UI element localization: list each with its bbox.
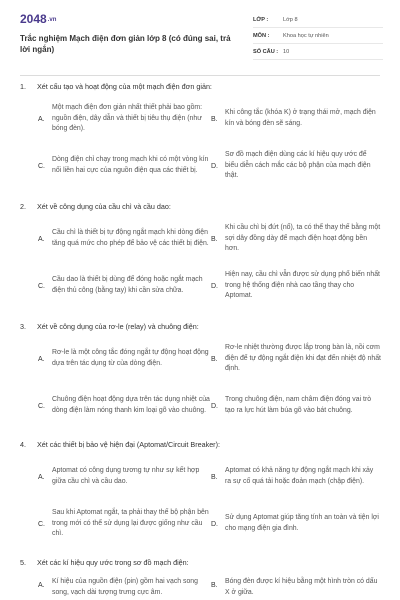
option-a[interactable] xyxy=(38,457,212,497)
option-text: Chuông điện hoạt động dựa trên tác dụng nhiệt của dòng điện làm nóng thanh kim loại gõ vào chuông. xyxy=(52,396,210,414)
option-d[interactable] xyxy=(211,266,381,306)
meta-value-subject: Khoa học tự nhiên xyxy=(283,32,329,39)
option-text: Một mạch điện đơn giản nhất thiết phải bao gồm: nguồn điện, dây dẫn và thiết bị tiêu thụ điện (như bóng đèn). xyxy=(52,103,203,133)
option-a[interactable] xyxy=(38,577,212,600)
option-text: Bóng đèn được kí hiệu bằng một hình tròn có dấu X ở giữa. xyxy=(225,578,378,596)
meta-info-table xyxy=(253,12,383,60)
header-divider xyxy=(20,75,380,76)
option-b[interactable] xyxy=(211,577,381,600)
option-letter: C. xyxy=(38,282,45,290)
document-header xyxy=(0,0,400,76)
option-letter: A. xyxy=(38,235,45,243)
question-number: 5. xyxy=(20,558,26,567)
option-text: Cầu dao là thiết bị dùng để đóng hoặc ngắt mạch điện thủ công (bằng tay) khi cần sửa chữa. xyxy=(52,276,203,294)
option-text: Khi cầu chì bị đứt (nổ), ta có thể thay thế bằng một sợi dây đồng dày để mạch điện hoạt động bền hơn. xyxy=(225,223,381,253)
option-letter: B. xyxy=(211,355,218,363)
option-a[interactable] xyxy=(38,339,212,379)
meta-row-subject xyxy=(253,28,383,44)
option-letter: D. xyxy=(211,282,218,290)
option-letter: D. xyxy=(211,162,218,170)
option-d[interactable] xyxy=(211,504,381,544)
question-text: Xét về công dụng của rơ-le (relay) và chuông điện: xyxy=(37,322,199,331)
question-title xyxy=(20,558,189,567)
page-title: Trắc nghiệm Mạch điện đơn giản lớp 8 (có đúng sai, trả lời ngắn) xyxy=(20,34,231,54)
question-text: Xét về công dụng của cầu chì và cầu dao: xyxy=(37,202,171,211)
question-text: Xét các thiết bị bảo vệ hiện đại (Aptomat/Circuit Breaker): xyxy=(37,440,220,449)
option-d[interactable] xyxy=(211,386,381,426)
option-text: Dòng điện chỉ chạy trong mạch khi có một vòng kín nối liền hai cực của nguồn điện qua các thiết bị. xyxy=(52,156,209,174)
option-text: Rơ-le là một công tắc đóng ngắt tự động hoạt động dựa trên tác dụng từ của dòng điện. xyxy=(52,349,209,367)
option-b[interactable] xyxy=(211,457,381,497)
option-letter: A. xyxy=(38,115,45,123)
option-text: Sau khi Aptomat ngắt, ta phải thay thế bộ phận bên trong mới có thể sử dụng lại được giống như cầu chì. xyxy=(52,508,209,538)
logo-main: 2048 xyxy=(20,12,47,26)
option-letter: D. xyxy=(211,402,218,410)
option-c[interactable] xyxy=(38,504,212,544)
option-text: Rơ-le nhiệt thường được lắp trong bàn là, nồi cơm điện để tự động ngắt điện khi đạt đến nhiệt độ nhất định. xyxy=(225,343,381,373)
option-text: Aptomat có công dụng tương tự như sự kết hợp giữa cầu chì và cầu dao. xyxy=(52,467,200,485)
meta-value-count: 10 xyxy=(283,48,290,55)
option-letter: A. xyxy=(38,355,45,363)
option-text: Aptomat có khả năng tự động ngắt mạch khi xảy ra sự cố quá tải hoặc đoản mạch (chập điện). xyxy=(225,467,374,485)
option-text: Cầu chì là thiết bị tự động ngắt mạch khi dòng điện tăng quá mức cho phép để bảo vệ các thiết bị điện. xyxy=(52,229,209,247)
option-a[interactable] xyxy=(38,219,212,259)
question-2 xyxy=(20,202,382,312)
option-d[interactable] xyxy=(211,146,381,186)
option-c[interactable] xyxy=(38,146,212,186)
question-3 xyxy=(20,322,382,432)
question-4 xyxy=(20,440,382,550)
option-letter: B. xyxy=(211,235,218,243)
meta-key: MÔN : xyxy=(253,32,270,39)
option-text: Trong chuông điện, nam châm điện đóng vai trò tạo ra lực hút làm búa gõ vào bát chuông. xyxy=(225,396,372,414)
option-letter: C. xyxy=(38,402,45,410)
option-text: Kí hiệu của nguồn điện (pin) gồm hai vạch song song, vạch dài tượng trưng cực âm. xyxy=(52,578,198,596)
question-text: Xét các kí hiệu quy ước trong sơ đồ mạch điện: xyxy=(37,558,189,567)
meta-key: SỐ CÂU : xyxy=(253,48,279,55)
option-text: Sơ đồ mạch điện dùng các kí hiệu quy ước để biểu diễn cách mắc các bộ phận của mạch điện thật. xyxy=(225,150,371,180)
question-number: 2. xyxy=(20,202,26,211)
question-number: 1. xyxy=(20,82,26,91)
option-b[interactable] xyxy=(211,339,381,379)
question-number: 3. xyxy=(20,322,26,331)
meta-row-count xyxy=(253,44,383,60)
question-title xyxy=(20,82,212,91)
option-c[interactable] xyxy=(38,386,212,426)
logo-suffix: .vn xyxy=(47,16,57,23)
question-text: Xét cấu tạo và hoạt động của một mạch điện đơn giản: xyxy=(37,82,212,91)
question-5 xyxy=(20,558,382,600)
question-number: 4. xyxy=(20,440,26,449)
option-b[interactable] xyxy=(211,99,381,139)
option-letter: B. xyxy=(211,473,218,481)
option-text: Sử dụng Aptomat giúp tăng tính an toàn và tiện lợi cho mạng điện gia đình. xyxy=(225,514,379,532)
option-letter: A. xyxy=(38,582,45,589)
question-title xyxy=(20,440,220,449)
option-letter: B. xyxy=(211,115,218,123)
option-b[interactable] xyxy=(211,219,381,259)
option-text: Khi công tắc (khóa K) ở trạng thái mở, mạch điện kín và bóng đèn sẽ sáng. xyxy=(225,109,376,127)
option-letter: C. xyxy=(38,162,45,170)
option-c[interactable] xyxy=(38,266,212,306)
option-letter: A. xyxy=(38,473,45,481)
meta-value-class: Lớp 8 xyxy=(283,16,298,23)
question-title xyxy=(20,202,171,211)
question-title xyxy=(20,322,199,331)
option-a[interactable] xyxy=(38,99,212,139)
meta-key: LỚP : xyxy=(253,16,269,23)
option-text: Hiện nay, cầu chì vẫn được sử dụng phổ biến nhất trong hệ thống điện nhà cao tầng thay cho Aptomat. xyxy=(225,270,380,300)
option-letter: B. xyxy=(211,582,218,589)
meta-row-class xyxy=(253,12,383,28)
question-1 xyxy=(20,82,382,192)
option-letter: C. xyxy=(38,520,45,528)
option-letter: D. xyxy=(211,520,218,528)
site-logo[interactable] xyxy=(20,12,56,26)
